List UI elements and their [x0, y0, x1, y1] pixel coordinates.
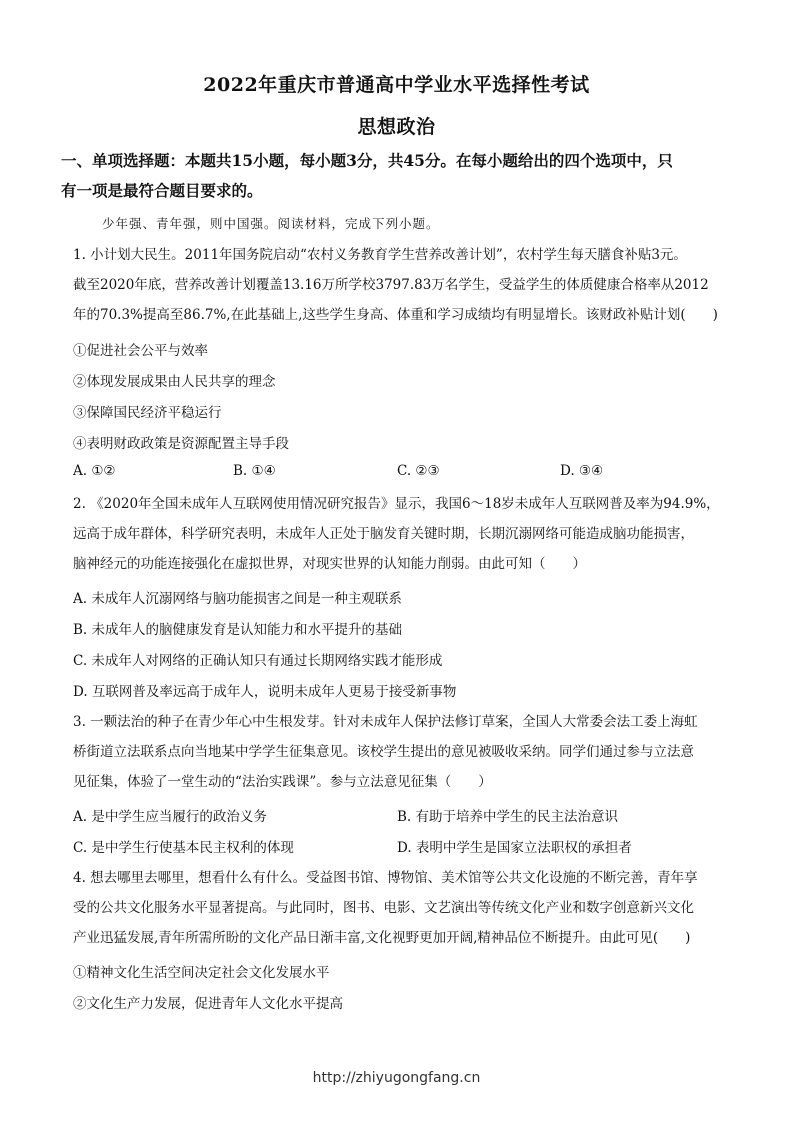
stem-line: 见征集，体验了一堂生动的“法治实践课”。参与立法意见征集（ ） [73, 774, 492, 790]
q1-item-2: ②体现发展成果由人民共享的理念 [73, 374, 276, 390]
stem-line: 2. 《2020年全国未成年人互联网使用情况研究报告》显示，我国6～18岁未成年人互联网普及率为94.9%， [73, 496, 720, 512]
stem-line: 截至2020年底，营养改善计划覆盖13.16万所学校3797.83万名学生，受益学生的体质健康合格率从2012 [73, 277, 709, 293]
stem-line: 年的70.3%提高至86.7%,在此基础上,这些学生身高、体重和学习成绩均有明显增长。该财政补贴计划( ) [73, 307, 718, 323]
q4-item-1: ①精神文化生活空间决定社会文化发展水平 [73, 965, 330, 981]
stem-line: 3. 一颗法治的种子在青少年心中生根发芽。针对未成年人保护法修订草案，全国人大常委会法工委上海虹 [73, 714, 698, 730]
subject-title: 思想政治 [357, 116, 436, 138]
question-4-stem [73, 863, 723, 953]
stem-line: 产业迅猛发展,青年所需所盼的文化产品日渐丰富,文化视野更加开阔,精神品位不断提升。由此可见( ) [73, 930, 691, 946]
question-2-stem [73, 489, 723, 579]
section-heading [61, 146, 733, 206]
stem-line: 桥街道立法联系点向当地某中学学生征集意见。该校学生提出的意见被吸收采纳。同学们通过参与立法意 [73, 744, 694, 760]
q3-option-b: B. 有助于培养中学生的民主法治意识 [397, 809, 619, 825]
stem-line: 受的公共文化服务水平显著提高。与此同时，图书、电影、文艺演出等传统文化产业和数字创意新兴文化 [73, 900, 694, 916]
q2-option-b: B. 未成年人的脑健康发育是认知能力和水平提升的基础 [73, 622, 403, 638]
stem-line: 远高于成年群体，科学研究表明，未成年人正处于脑发育关键时期，长期沉溺网络可能造成脑功能损害， [73, 526, 694, 542]
footer-url[interactable]: http://zhiyugongfang.cn [312, 1070, 481, 1086]
q3-option-a: A. 是中学生应当履行的政治义务 [73, 809, 267, 825]
reading-intro: 少年强、青年强，则中国强。阅读材料，完成下列小题。 [102, 216, 440, 231]
q3-option-c: C. 是中学生行使基本民主权利的体现 [73, 840, 294, 856]
q1-item-1: ①促进社会公平与效率 [73, 343, 208, 359]
q2-option-a: A. 未成年人沉溺网络与脑功能损害之间是一种主观联系 [73, 591, 402, 607]
section-heading-line: 一、单项选择题：本题共15小题，每小题3分，共45分。在每小题给出的四个选项中，只 [61, 151, 673, 170]
question-3-stem [73, 707, 723, 797]
question-1-stem [73, 240, 723, 330]
q3-option-d: D. 表明中学生是国家立法职权的承担者 [397, 840, 632, 856]
q1-item-4: ④表明财政政策是资源配置主导手段 [73, 436, 289, 452]
stem-line: 脑神经元的功能连接强化在虚拟世界，对现实世界的认知能力削弱。由此可知（ ） [73, 556, 586, 572]
stem-line: 1. 小计划大民生。2011年国务院启动“农村义务教育学生营养改善计划”，农村学生每天膳食补贴3元。 [73, 247, 687, 263]
q1-item-3: ③保障国民经济平稳运行 [73, 405, 222, 421]
q2-option-c: C. 未成年人对网络的正确认知只有通过长期网络实践才能形成 [73, 653, 443, 669]
stem-line: 4. 想去哪里去哪里，想看什么有什么。受益图书馆、博物馆、美术馆等公共文化设施的不断完善，青年享 [73, 870, 698, 886]
q1-option-b: B. ①④ [233, 463, 276, 479]
q1-option-d: D. ③④ [560, 463, 604, 479]
q1-option-a: A. ①② [73, 463, 116, 479]
section-heading-line: 有一项是最符合题目要求的。 [61, 181, 263, 200]
q2-option-d: D. 互联网普及率远高于成年人，说明未成年人更易于接受新事物 [73, 684, 457, 700]
exam-title: 2022年重庆市普通高中学业水平选择性考试 [203, 74, 590, 96]
q4-item-2: ②文化生产力发展，促进青年人文化水平提高 [73, 996, 343, 1012]
q1-option-c: C. ②③ [397, 463, 440, 479]
